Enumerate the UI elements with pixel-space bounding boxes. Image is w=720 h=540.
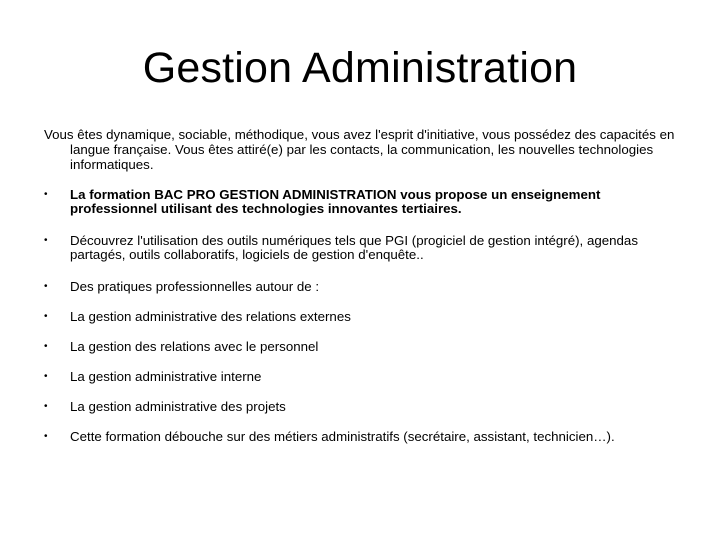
- bullet-item-debouches: [44, 430, 684, 444]
- bullet-dot-icon: •: [44, 235, 48, 246]
- bullet-item-formation: [44, 188, 684, 216]
- bullet-dot-icon: •: [44, 401, 48, 412]
- bullet-dot-icon: •: [44, 189, 48, 200]
- bullet-item-projets: [44, 400, 684, 414]
- bullet-item-relations-personnel: [44, 340, 684, 354]
- bullet-text: La gestion administrative des projets: [70, 399, 286, 414]
- bullet-dot-icon: •: [44, 431, 48, 442]
- bullet-dot-icon: •: [44, 341, 48, 352]
- bullet-item-relations-externes: [44, 310, 684, 324]
- bullet-text: La gestion administrative des relations externes: [70, 309, 351, 324]
- bullet-item-gestion-interne: [44, 370, 684, 384]
- bullet-dot-icon: •: [44, 371, 48, 382]
- intro-paragraph: Vous êtes dynamique, sociable, méthodique, vous avez l'esprit d'initiative, vous possédez des capacités en langue française. Vous êtes attiré(e) par les contacts, la communication, les nouvelles technologies informatiques.: [44, 127, 675, 172]
- bullet-text: La gestion des relations avec le personnel: [70, 339, 319, 354]
- bullet-text: Des pratiques professionnelles autour de :: [70, 279, 320, 294]
- bullet-text: La formation BAC PRO GESTION ADMINISTRATION vous propose un enseignement professionnel utilisant des technologies innovantes tertiaires.: [70, 187, 601, 216]
- slide-title: Gestion Administration: [142, 44, 578, 92]
- bullet-text: La gestion administrative interne: [70, 369, 262, 384]
- bullet-dot-icon: •: [44, 311, 48, 322]
- bullet-text: Cette formation débouche sur des métiers administratifs (secrétaire, assistant, technicien…).: [70, 429, 615, 444]
- bullet-dot-icon: •: [44, 281, 48, 292]
- bullet-item-outils: [44, 234, 684, 262]
- bullet-list: [44, 188, 684, 460]
- bullet-text: Découvrez l'utilisation des outils numériques tels que PGI (progiciel de gestion intégré), agendas partagés, outils collaboratifs, logiciels de gestion d'enquête..: [70, 233, 638, 262]
- bullet-item-pratiques: [44, 280, 684, 294]
